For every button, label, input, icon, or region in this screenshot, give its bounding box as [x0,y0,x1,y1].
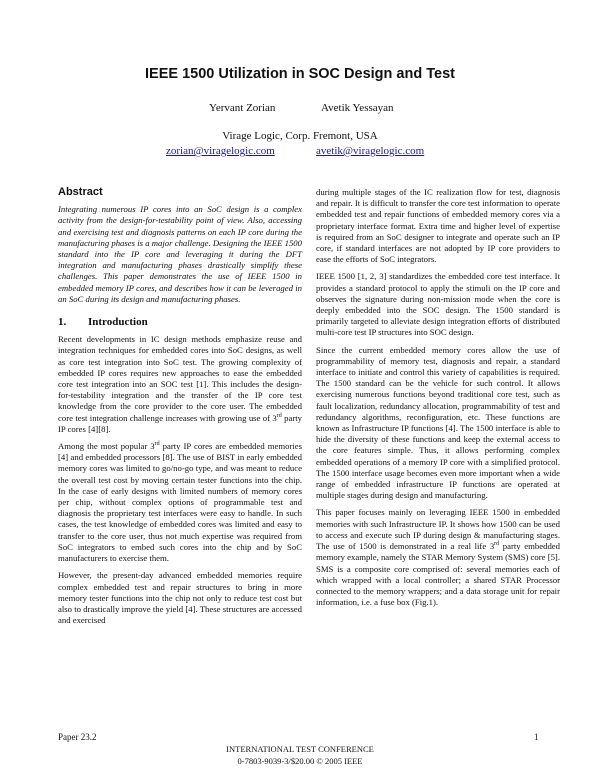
author-name: Avetik Yessayan [321,102,394,114]
email-link[interactable]: avetik@viragelogic.com [316,145,425,157]
body-paragraph: Recent developments in IC design methods emphasize reuse and integration techniques for embedded cores into SoC designs, as well as core test integration into SoC test. The growing complexity of embedded IP cores requires new approaches to ease the embedded core test integration into an SOC test [1]. This includes the design-for-testability integration and the transfer of the IP core test knowledge from the core provider to the core user. The embedded core test integration challenge increases with growing use of 3rd party IP cores [4][8]. [58,334,302,434]
paper-title: IEEE 1500 Utilization in SOC Design and Test [145,66,455,82]
body-paragraph: Since the current embedded memory cores allow the use of programmability of memory test, diagnosis and repair, a standard interface to initiate and control this variety of capabilities is required. The 1500 standard can be the vehicle for such control. It allows exercising numerous functions beyond traditional core test, such as fault localization, redundancy allocation, programmability of test and redundancy algorithms, reconfiguration, etc. These functions are known as Infrastructure IP functions [4]. The 1500 interface is able to hide the diversity of these functions and keep the external access to the core features simple. Thus, it allows performing complex embedded operations of a memory IP core with a simplified protocol. The 1500 interface usage becomes even more important when a wide range of embedded infrastructure IP functions are operated at multiple stages during design and manufacturing. [316,344,560,501]
left-column [58,187,302,632]
abstract-heading: Abstract [58,186,103,198]
email-link[interactable]: zorian@viragelogic.com [166,145,275,157]
body-paragraph: Among the most popular 3rd party IP cores are embedded memories [4] and embedded processors [8]. The use of BIST in early embedded memory cores was limited to go/no-go type, and was meant to reduce the overall test cost by moving certain tester functions into the chip. In the case of early designs with limited numbers of memory cores per chip, without complex options of programmable test and diagnosis the proprietary test interfaces were easy to handle. In such cases, the test knowledge of embedded cores was limited and easy to transfer to the core user, thus not much expertise was required from SoC integrators to embed such cores into the chip and by SoC manufacturers to exercise them. [58,441,302,564]
section-title: Introduction [88,316,148,329]
section-number: 1. [58,316,67,329]
body-paragraph: However, the present-day advanced embedded memories require complex embedded test and repair structures to bring in more memory tester functions into the chip not only to reduce test cost but also to drastically improve the yield [4]. These structures are accessed and exercised [58,570,302,626]
conference-name: INTERNATIONAL TEST CONFERENCE [226,744,374,754]
body-paragraph: This paper focuses mainly on leveraging IEEE 1500 in embedded memories with such Infrastructure IP. It shows how 1500 can be used to access and execute such IP during design & manufacturing stages. The use of 1500 is demonstrated in a real life 3rd party embedded memory example, namely the STAR Memory System (SMS) core [5]. SMS is a composite core comprised of: several memories each of which wrapped with a local controller; a shared STAR Processor connected to the memory wrappers; and a data storage unit for repair information, i.e. a fuse box (Fig.1). [316,507,560,608]
paper-number: Paper 23.2 [58,732,97,742]
isbn-copyright: 0-7803-9039-3/$20.00 © 2005 IEEE [237,756,363,766]
affiliation: Virage Logic, Corp. Fremont, USA [222,130,378,142]
body-paragraph: during multiple stages of the IC realization flow for test, diagnosis and repair. It is difficult to transfer the core test information to operate embedded test and repair functions of embedded memory cores via a proprietary interface format. Extra time and higher level of expertise is required from an SoC designer to integrate and operate such an IP core, if standard interfaces are not adopted by IP core providers to ease the efforts of SoC integrators. [316,187,560,265]
body-paragraph: IEEE 1500 [1, 2, 3] standardizes the embedded core test interface. It provides a standard protocol to apply the stimuli on the IP core and observes the signature during non-mission mode when the core is deeply embedded into the SOC design. The 1500 standard is primarily targeted to alleviate design integration efforts of distributed multi-core test IP structures into SOC design. [316,271,560,338]
author-name: Yervant Zorian [209,102,276,114]
abstract-text: Integrating numerous IP cores into an SoC design is a complex activity from the design-for-testability point of view. Also, accessing and exercising test and diagnosis patterns on each IP core during the manufacturing phases is a major challenge. Designing the IEEE 1500 standard into the IP core and leveraging it during the DFT integration and manufacturing phases drastically simplify these challenges. This paper demonstrates the use of IEEE 1500 in embedded memory IP cores, and describes how it can be leveraged in an SoC during its design and manufacturing phases. [58,204,302,304]
right-column [316,187,560,614]
section-heading [58,317,302,328]
page-number: 1 [534,732,539,742]
